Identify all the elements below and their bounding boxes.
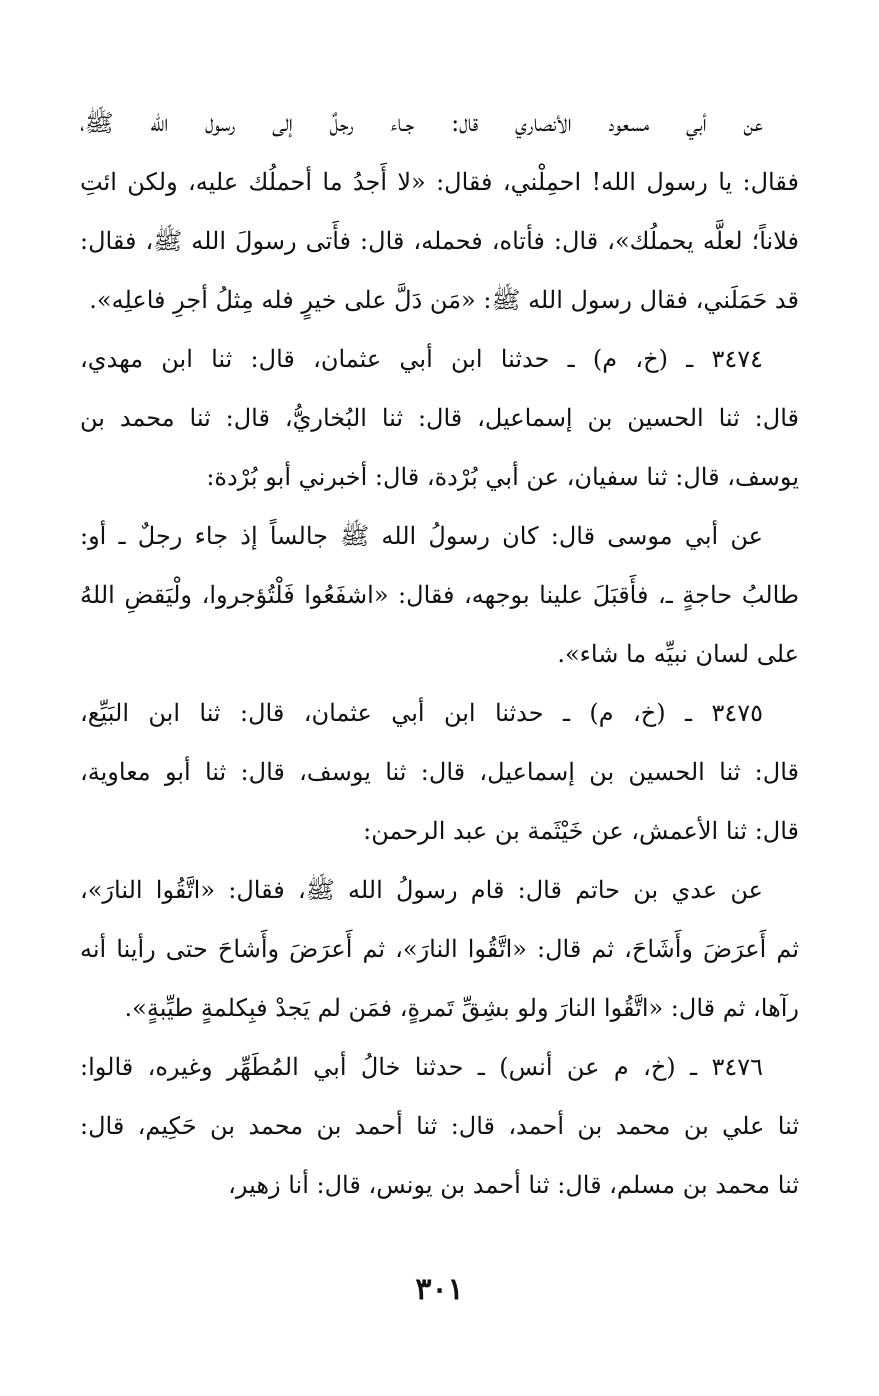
text-line: على لسان نبيِّه ما شاء». bbox=[557, 640, 799, 668]
text-line: عن عدي بن حاتم قال: قام رسولُ الله ﷺ، فقال: «اتَّقُوا النارَ»، bbox=[80, 876, 763, 904]
hadith-text-block bbox=[80, 94, 799, 1215]
text-line: قال: ثنا الحسين بن إسماعيل، قال: ثنا يوسف، قال: ثنا أبو معاوية، bbox=[80, 758, 799, 786]
text-line: قد حَمَلَني، فقال رسول الله ﷺ: «مَن دَلَّ على خيرٍ فله مِثلُ أجرِ فاعلِه». bbox=[89, 286, 799, 314]
text-line: فلاناً؛ لعلَّه يحملُك»، قال: فأتاه، فحمله، قال: فأَتى رسولَ الله ﷺ، فقال: bbox=[80, 227, 799, 255]
text-line: طالبُ حاجةٍ ـ، فأَقبَلَ علينا بوجهه، فقال: «اشفَعُوا فَلْتُؤجروا، ولْيَقضِ اللهُ bbox=[80, 581, 799, 609]
text-line: ثنا محمد بن مسلم، قال: ثنا أحمد بن يونس، قال: أنا زهير، bbox=[228, 1171, 799, 1199]
text-line: يوسف، قال: ثنا سفيان، عن أبي بُرْدة، قال: أخبرني أبو بُرْدة: bbox=[206, 463, 799, 491]
text-line: عن أبي موسى قال: كان رسولُ الله ﷺ جالساً إذ جاء رجلٌ ـ أو: bbox=[80, 522, 763, 550]
text-line: رآها، ثم قال: «اتَّقُوا النارَ ولو بشِقِّ تَمرةٍ، فمَن لم يَجدْ فبِكلمةٍ طيِّبةٍ». bbox=[124, 994, 799, 1022]
text-line: قال: ثنا الأعمش، عن خَيْثَمة بن عبد الرحمن: bbox=[363, 817, 799, 845]
text-line: ثم أَعرَضَ وأَشَاحَ، ثم قال: «اتَّقُوا النارَ»، ثم أَعرَضَ وأَشاحَ حتى رأينا أنه bbox=[80, 935, 799, 963]
text-line: فقال: يا رسول الله! احمِلْني، فقال: «لا أَجدُ ما أحملُك عليه، ولكن ائتِ bbox=[80, 168, 799, 196]
text-line: قال: ثنا الحسين بن إسماعيل، قال: ثنا البُخاريُّ، قال: ثنا محمد بن bbox=[80, 404, 799, 432]
page-number: ٣٠١ bbox=[415, 1272, 464, 1307]
text-line: ثنا علي بن محمد بن أحمد، قال: ثنا أحمد بن محمد بن حَكِيم، قال: bbox=[80, 1112, 799, 1140]
hadith-number-line: ٣٤٧٥ ـ (خ، م) ـ حدثنا ابن أبي عثمان، قال: ثنا ابن البَيِّع، bbox=[80, 699, 763, 727]
text-line: عن أبي مسعود الأنصاري قال: جـاء رجلٌ إلى رسول الله ﷺ، bbox=[80, 109, 763, 137]
hadith-number-line: ٣٤٧٤ ـ (خ، م) ـ حدثنا ابن أبي عثمان، قال: ثنا ابن مهدي، bbox=[80, 345, 763, 373]
hadith-number-line: ٣٤٧٦ ـ (خ، م عن أنس) ـ حدثنا خالُ أبي المُطَهِّر وغيره، قالوا: bbox=[80, 1053, 763, 1081]
